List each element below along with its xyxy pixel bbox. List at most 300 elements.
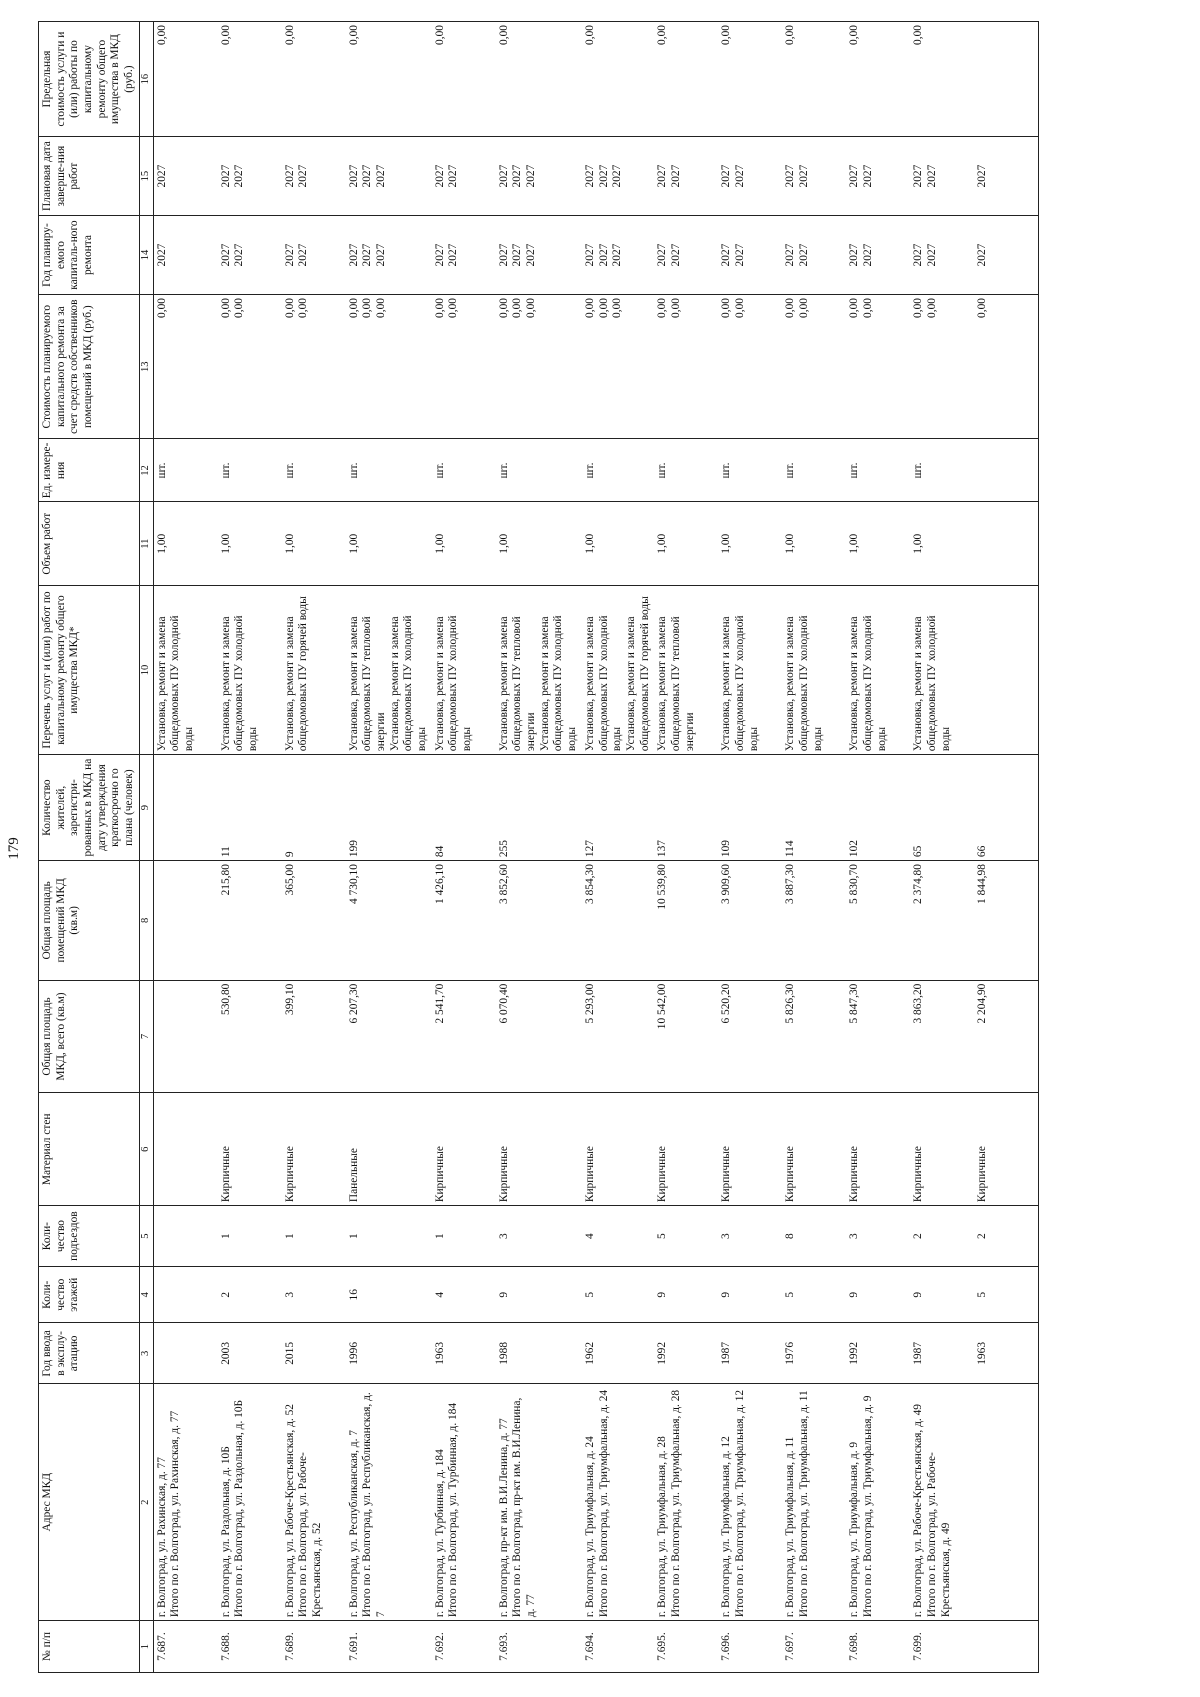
plan-year-cell-line: 2027 <box>511 243 524 267</box>
wall-material-cell: Кирпичные <box>974 1093 1039 1206</box>
column-number: 15 <box>140 137 154 216</box>
cost-cell <box>496 295 582 439</box>
limit-cost-cell: 0,00 <box>718 22 782 137</box>
floors-cell: 9 <box>846 1267 910 1323</box>
plan-year-cell-line: 2027 <box>611 243 624 267</box>
address-cell-line: г. Волгоград, ул. Рабоче-Крестьянская, д. 52 <box>283 1403 296 1618</box>
entrances-cell: 2 <box>910 1206 974 1267</box>
unit-cell: шт. <box>654 439 718 502</box>
cost-cell-line: 0,00 <box>297 298 310 318</box>
works-cell <box>582 585 654 754</box>
end-date-cell-line: 2027 <box>525 164 538 188</box>
total-area-cell: 2 541,70 <box>432 980 496 1093</box>
address-cell-line: г. Волгоград, ул. Республиканская, д. 7 <box>347 1430 360 1618</box>
unit-cell: шт. <box>782 439 846 502</box>
address-cell <box>496 1384 582 1621</box>
works-cell-line: Установка, ремонт и замена общедомовых ПУ холодной воды <box>848 615 888 752</box>
year-built-cell: 1992 <box>654 1323 718 1384</box>
floors-cell: 9 <box>654 1267 718 1323</box>
total-area-cell: 5 293,00 <box>582 980 654 1093</box>
residents-cell: 11 <box>218 755 282 861</box>
entrances-cell: 1 <box>218 1206 282 1267</box>
end-date-cell-line: 2027 <box>233 164 246 188</box>
residents-cell: 127 <box>582 755 654 861</box>
cost-cell <box>582 295 654 439</box>
limit-cost-cell: 0,00 <box>654 22 718 137</box>
cost-cell-line: 0,00 <box>233 298 246 318</box>
row-number-cell: 7.693. <box>496 1621 582 1673</box>
cost-cell <box>910 295 974 439</box>
plan-year-cell-line: 2027 <box>233 243 246 267</box>
header-cell: Количество жителей, зарегистри-рованных в МКД на дату утверждения краткосрочно го плана (человек) <box>39 755 140 861</box>
header-cell: Объем работ <box>39 502 140 585</box>
cost-cell <box>974 295 1039 439</box>
row-number-cell: 7.691. <box>346 1621 432 1673</box>
column-number: 6 <box>140 1093 154 1206</box>
address-cell <box>432 1384 496 1621</box>
unit-cell: шт. <box>282 439 346 502</box>
plan-year-cell <box>718 216 782 295</box>
unit-cell: шт. <box>846 439 910 502</box>
cost-cell-line: 0,00 <box>219 298 232 318</box>
cost-cell <box>654 295 718 439</box>
plan-year-cell <box>654 216 718 295</box>
row-number-cell: 7.695. <box>654 1621 718 1673</box>
plan-year-cell <box>910 216 974 295</box>
limit-cost-cell: 0,00 <box>496 22 582 137</box>
wall-material-cell: Кирпичные <box>218 1093 282 1206</box>
plan-year-cell-line: 2027 <box>297 243 310 267</box>
cost-cell-line: 0,00 <box>597 298 610 318</box>
cost-cell-line: 0,00 <box>797 298 810 318</box>
cost-cell <box>153 295 218 439</box>
works-cell-line: Установка, ремонт и замена общедомовых ПУ холодной воды <box>720 615 760 752</box>
header-cell: Предельная стоимость услуги и (или) работы по капитальному ремонту общего имущества в МКД (руб.) <box>39 22 140 137</box>
table-row <box>718 22 782 1673</box>
limit-cost-cell: 0,00 <box>846 22 910 137</box>
plan-year-cell-line: 2027 <box>925 243 938 267</box>
cost-cell-line: 0,00 <box>848 298 861 318</box>
address-cell <box>910 1384 974 1621</box>
header-cell: Год ввода в эксплу-атацию <box>39 1323 140 1384</box>
cost-cell-line: 0,00 <box>155 298 168 318</box>
plan-year-cell <box>496 216 582 295</box>
floors-cell: 5 <box>974 1267 1039 1323</box>
year-built-cell: 1963 <box>432 1323 496 1384</box>
plan-year-cell-line: 2027 <box>347 243 360 267</box>
wall-material-cell <box>153 1093 218 1206</box>
cost-cell-line: 0,00 <box>525 298 538 318</box>
plan-year-cell <box>582 216 654 295</box>
column-number: 3 <box>140 1323 154 1384</box>
works-cell-line: Установка, ремонт и замена общедомовых ПУ холодной воды <box>433 615 474 752</box>
header-cell: Коли-чество этажей <box>39 1267 140 1323</box>
total-area-cell: 399,10 <box>282 980 346 1093</box>
premises-area-cell: 3 909,60 <box>718 861 782 981</box>
address-cell <box>282 1384 346 1621</box>
work-volume-cell: 1,00 <box>153 502 218 585</box>
residents-cell: 65 <box>910 755 974 861</box>
premises-area-cell: 1 844,98 <box>974 861 1039 981</box>
works-cell-line: Установка, ремонт и замена общедомовых ПУ холодной воды <box>219 615 259 752</box>
address-cell-line: г. Волгоград, ул. Триумфальная, д. 9 <box>848 1441 861 1618</box>
end-date-cell-line: 2027 <box>669 164 682 188</box>
floors-cell: 5 <box>582 1267 654 1323</box>
end-date-cell-line: 2027 <box>611 164 624 188</box>
premises-area-cell: 3 852,60 <box>496 861 582 981</box>
unit-cell: шт. <box>496 439 582 502</box>
premises-area-cell: 5 830,70 <box>846 861 910 981</box>
premises-area-cell: 1 426,10 <box>432 861 496 981</box>
address-cell <box>974 1384 1039 1621</box>
floors-cell: 2 <box>218 1267 282 1323</box>
address-cell-line: Итого по г. Волгоград, пр-кт им. В.И.Ленина, д. 77 <box>511 1397 538 1618</box>
cost-cell-line: 0,00 <box>347 298 360 318</box>
year-built-cell <box>153 1323 218 1384</box>
end-date-cell-line: 2027 <box>976 164 989 188</box>
works-cell <box>846 585 910 754</box>
year-built-cell: 1962 <box>582 1323 654 1384</box>
unit-cell: шт. <box>432 439 496 502</box>
end-date-cell <box>582 137 654 216</box>
plan-year-cell-line: 2027 <box>497 243 510 267</box>
end-date-cell <box>846 137 910 216</box>
column-number: 4 <box>140 1267 154 1323</box>
total-area-cell: 5 826,30 <box>782 980 846 1093</box>
address-cell-line: г. Волгоград, ул. Рахинская, д. 77 <box>155 1457 168 1618</box>
address-cell-line: Итого по г. Волгоград, ул. Рабоче-Крестьянская, д. 49 <box>925 1452 952 1618</box>
end-date-cell-line: 2027 <box>925 164 938 188</box>
plan-year-cell <box>846 216 910 295</box>
row-number-cell: 7.692. <box>432 1621 496 1673</box>
total-area-cell: 2 204,90 <box>974 980 1039 1093</box>
year-built-cell: 1987 <box>910 1323 974 1384</box>
end-date-cell-line: 2027 <box>447 164 460 188</box>
plan-year-cell <box>282 216 346 295</box>
plan-year-cell-line: 2027 <box>447 243 460 267</box>
plan-year-cell-line: 2027 <box>283 243 296 267</box>
address-cell <box>218 1384 282 1621</box>
work-volume-cell: 1,00 <box>846 502 910 585</box>
works-cell-line: Установка, ремонт и замена общедомовых ПУ горячей воды <box>624 596 651 752</box>
row-number-cell: 7.694. <box>582 1621 654 1673</box>
end-date-cell-line: 2027 <box>733 164 746 188</box>
unit-cell: шт. <box>582 439 654 502</box>
cost-cell-line: 0,00 <box>611 298 624 318</box>
cost-cell <box>282 295 346 439</box>
cost-cell-line: 0,00 <box>733 298 746 318</box>
residents-cell: 109 <box>718 755 782 861</box>
address-cell-line: г. Волгоград, ул. Триумфальная, д. 24 <box>583 1436 596 1618</box>
wall-material-cell: Кирпичные <box>432 1093 496 1206</box>
end-date-cell-line: 2027 <box>347 164 360 188</box>
premises-area-cell: 215,80 <box>218 861 282 981</box>
limit-cost-cell: 0,00 <box>153 22 218 137</box>
work-volume-cell: 1,00 <box>496 502 582 585</box>
unit-cell: шт. <box>153 439 218 502</box>
plan-year-cell <box>346 216 432 295</box>
table-row <box>346 22 432 1673</box>
residents-cell: 84 <box>432 755 496 861</box>
cost-cell-line: 0,00 <box>511 298 524 318</box>
row-number-cell: 7.689. <box>282 1621 346 1673</box>
limit-cost-cell: 0,00 <box>782 22 846 137</box>
floors-cell: 16 <box>346 1267 432 1323</box>
address-cell <box>346 1384 432 1621</box>
address-cell <box>153 1384 218 1621</box>
end-date-cell <box>496 137 582 216</box>
work-volume-cell: 1,00 <box>654 502 718 585</box>
end-date-cell-line: 2027 <box>861 164 874 188</box>
premises-area-cell: 3 887,30 <box>782 861 846 981</box>
table-row <box>782 22 846 1673</box>
end-date-cell-line: 2027 <box>155 164 168 188</box>
column-number: 8 <box>140 861 154 981</box>
row-number-cell: 7.698. <box>846 1621 910 1673</box>
plan-year-cell-line: 2027 <box>597 243 610 267</box>
header-row <box>39 22 140 1673</box>
header-cell: Адрес МКД <box>39 1384 140 1621</box>
works-cell <box>496 585 582 754</box>
total-area-cell: 6 070,40 <box>496 980 582 1093</box>
limit-cost-cell <box>974 22 1039 137</box>
limit-cost-cell: 0,00 <box>432 22 496 137</box>
limit-cost-cell: 0,00 <box>282 22 346 137</box>
works-cell <box>218 585 282 754</box>
end-date-cell-line: 2027 <box>283 164 296 188</box>
end-date-cell-line: 2027 <box>433 164 446 188</box>
plan-year-cell-line: 2027 <box>848 243 861 267</box>
cost-cell-line: 0,00 <box>669 298 682 318</box>
address-cell-line: Итого по г. Волгоград, ул. Триумфальная, д. 9 <box>861 1395 874 1618</box>
entrances-cell: 1 <box>346 1206 432 1267</box>
plan-year-cell-line: 2027 <box>361 243 374 267</box>
plan-year-cell <box>432 216 496 295</box>
header-cell: Общая площадь помещений МКД (кв.м) <box>39 861 140 981</box>
address-cell-line: Итого по г. Волгоград, ул. Триумфальная, д. 12 <box>733 1389 746 1618</box>
works-cell-line: Установка, ремонт и замена общедомовых ПУ холодной воды <box>538 615 579 752</box>
works-cell <box>432 585 496 754</box>
year-built-cell: 2015 <box>282 1323 346 1384</box>
year-built-cell: 1996 <box>346 1323 432 1384</box>
address-cell <box>582 1384 654 1621</box>
column-number: 11 <box>140 502 154 585</box>
residents-cell: 102 <box>846 755 910 861</box>
end-date-cell <box>974 137 1039 216</box>
address-cell-line: Итого по г. Волгоград, ул. Триумфальная, д. 24 <box>597 1389 610 1618</box>
works-cell-line: Установка, ремонт и замена общедомовых ПУ холодной воды <box>784 615 824 752</box>
year-built-cell: 1988 <box>496 1323 582 1384</box>
end-date-cell-line: 2027 <box>583 164 596 188</box>
address-cell-line: Итого по г. Волгоград, ул. Триумфальная, д. 11 <box>797 1390 810 1618</box>
wall-material-cell: Кирпичные <box>654 1093 718 1206</box>
floors-cell: 4 <box>432 1267 496 1323</box>
entrances-cell: 1 <box>282 1206 346 1267</box>
end-date-cell <box>282 137 346 216</box>
page-number: 179 <box>6 837 22 860</box>
cost-cell <box>432 295 496 439</box>
plan-year-cell-line: 2027 <box>155 243 168 267</box>
header-cell: Перечень услуг и (или) работ по капитальному ремонту общего имущества МКД* <box>39 585 140 754</box>
wall-material-cell: Кирпичные <box>910 1093 974 1206</box>
work-volume-cell: 1,00 <box>582 502 654 585</box>
works-cell <box>346 585 432 754</box>
row-number-cell: 7.699. <box>910 1621 974 1673</box>
end-date-cell <box>718 137 782 216</box>
row-number-cell: 7.697. <box>782 1621 846 1673</box>
cost-cell <box>346 295 432 439</box>
works-cell-line: Установка, ремонт и замена общедомовых ПУ тепловой энергии <box>656 616 696 752</box>
table-row <box>153 22 218 1673</box>
unit-cell: шт. <box>346 439 432 502</box>
address-cell <box>654 1384 718 1621</box>
column-number: 16 <box>140 22 154 137</box>
header-cell: Плановая дата заверше-ния работ <box>39 137 140 216</box>
end-date-cell <box>782 137 846 216</box>
cost-cell-line: 0,00 <box>784 298 797 318</box>
total-area-cell: 10 542,00 <box>654 980 718 1093</box>
end-date-cell <box>654 137 718 216</box>
works-cell-line: Установка, ремонт и замена общедомовых ПУ холодной воды <box>388 615 429 752</box>
end-date-cell-line: 2027 <box>720 164 733 188</box>
column-number: 13 <box>140 295 154 439</box>
cost-cell-line: 0,00 <box>861 298 874 318</box>
table-body <box>153 22 1039 1673</box>
plan-year-cell-line: 2027 <box>976 243 989 267</box>
end-date-cell-line: 2027 <box>797 164 810 188</box>
end-date-cell-line: 2027 <box>597 164 610 188</box>
year-built-cell: 1963 <box>974 1323 1039 1384</box>
address-cell <box>718 1384 782 1621</box>
header-cell: Коли-чество подъездов <box>39 1206 140 1267</box>
plan-year-cell-line: 2027 <box>656 243 669 267</box>
total-area-cell: 3 863,20 <box>910 980 974 1093</box>
plan-year-cell <box>782 216 846 295</box>
premises-area-cell: 365,00 <box>282 861 346 981</box>
end-date-cell-line: 2027 <box>374 164 387 188</box>
header-cell: Материал стен <box>39 1093 140 1206</box>
plan-year-cell-line: 2027 <box>219 243 232 267</box>
works-cell-line: Установка, ремонт и замена общедомовых ПУ горячей воды <box>283 596 310 752</box>
column-number: 1 <box>140 1621 154 1673</box>
column-number: 14 <box>140 216 154 295</box>
plan-year-cell <box>153 216 218 295</box>
floors-cell: 9 <box>718 1267 782 1323</box>
residents-cell <box>153 755 218 861</box>
works-cell <box>974 585 1039 754</box>
cost-cell-line: 0,00 <box>656 298 669 318</box>
plan-year-cell-line: 2027 <box>433 243 446 267</box>
header-cell: № п/п <box>39 1621 140 1673</box>
unit-cell: шт. <box>910 439 974 502</box>
plan-year-cell-line: 2027 <box>374 243 387 267</box>
cost-cell-line: 0,00 <box>720 298 733 318</box>
end-date-cell <box>153 137 218 216</box>
table-row <box>846 22 910 1673</box>
entrances-cell: 5 <box>654 1206 718 1267</box>
end-date-cell-line: 2027 <box>297 164 310 188</box>
limit-cost-cell: 0,00 <box>582 22 654 137</box>
wall-material-cell: Кирпичные <box>582 1093 654 1206</box>
header-cell: Общая площадь МКД, всего (кв.м) <box>39 980 140 1093</box>
address-cell-line: Итого по г. Волгоград, ул. Рабоче-Крестьянская, д. 52 <box>297 1452 323 1618</box>
end-date-cell <box>346 137 432 216</box>
end-date-cell <box>218 137 282 216</box>
work-volume-cell: 1,00 <box>282 502 346 585</box>
wall-material-cell: Панельные <box>346 1093 432 1206</box>
end-date-cell-line: 2027 <box>912 164 925 188</box>
table-row <box>974 22 1039 1673</box>
column-number: 9 <box>140 755 154 861</box>
address-cell-line: Итого по г. Волгоград, ул. Триумфальная, д. 28 <box>669 1389 682 1618</box>
limit-cost-cell: 0,00 <box>218 22 282 137</box>
column-number-row <box>140 22 154 1673</box>
plan-year-cell-line: 2027 <box>669 243 682 267</box>
work-volume-cell <box>974 502 1039 585</box>
table-row <box>582 22 654 1673</box>
cost-cell-line: 0,00 <box>433 298 446 318</box>
year-built-cell: 1992 <box>846 1323 910 1384</box>
plan-year-cell-line: 2027 <box>912 243 925 267</box>
total-area-cell: 530,80 <box>218 980 282 1093</box>
works-cell <box>654 585 718 754</box>
address-cell-line: Итого по г. Волгоград, ул. Турбинная, д. 184 <box>447 1402 460 1618</box>
entrances-cell: 2 <box>974 1206 1039 1267</box>
plan-year-cell-line: 2027 <box>733 243 746 267</box>
wall-material-cell: Кирпичные <box>282 1093 346 1206</box>
end-date-cell-line: 2027 <box>497 164 510 188</box>
work-volume-cell: 1,00 <box>346 502 432 585</box>
address-cell-line: г. Волгоград, ул. Раздольная, д. 10Б <box>219 1446 232 1618</box>
address-cell-line: Итого по г. Волгоград, ул. Раздольная, д. 10Б <box>233 1399 246 1618</box>
table-row <box>910 22 974 1673</box>
wall-material-cell: Кирпичные <box>718 1093 782 1206</box>
wall-material-cell: Кирпичные <box>496 1093 582 1206</box>
premises-area-cell <box>153 861 218 981</box>
work-volume-cell: 1,00 <box>782 502 846 585</box>
year-built-cell: 1976 <box>782 1323 846 1384</box>
floors-cell: 9 <box>496 1267 582 1323</box>
premises-area-cell: 3 854,30 <box>582 861 654 981</box>
residents-cell: 199 <box>346 755 432 861</box>
cost-cell <box>218 295 282 439</box>
entrances-cell: 4 <box>582 1206 654 1267</box>
residents-cell: 255 <box>496 755 582 861</box>
floors-cell: 5 <box>782 1267 846 1323</box>
cost-cell <box>718 295 782 439</box>
address-cell-line: г. Волгоград, пр-кт им. В.И.Ленина, д. 77 <box>497 1418 510 1618</box>
works-cell-line: Установка, ремонт и замена общедомовых ПУ холодной воды <box>912 615 952 752</box>
total-area-cell: 5 847,30 <box>846 980 910 1093</box>
plan-year-cell-line: 2027 <box>583 243 596 267</box>
row-number-cell: 7.688. <box>218 1621 282 1673</box>
address-cell-line: г. Волгоград, ул. Триумфальная, д. 28 <box>656 1436 669 1618</box>
column-number: 2 <box>140 1384 154 1621</box>
entrances-cell <box>153 1206 218 1267</box>
end-date-cell <box>910 137 974 216</box>
end-date-cell-line: 2027 <box>511 164 524 188</box>
floors-cell: 9 <box>910 1267 974 1323</box>
wall-material-cell: Кирпичные <box>782 1093 846 1206</box>
work-volume-cell: 1,00 <box>218 502 282 585</box>
entrances-cell: 8 <box>782 1206 846 1267</box>
wall-material-cell: Кирпичные <box>846 1093 910 1206</box>
works-cell-line: Установка, ремонт и замена общедомовых ПУ тепловой энергии <box>497 616 538 752</box>
end-date-cell <box>432 137 496 216</box>
year-built-cell: 2003 <box>218 1323 282 1384</box>
premises-area-cell: 2 374,80 <box>910 861 974 981</box>
row-number-cell: 7.696. <box>718 1621 782 1673</box>
